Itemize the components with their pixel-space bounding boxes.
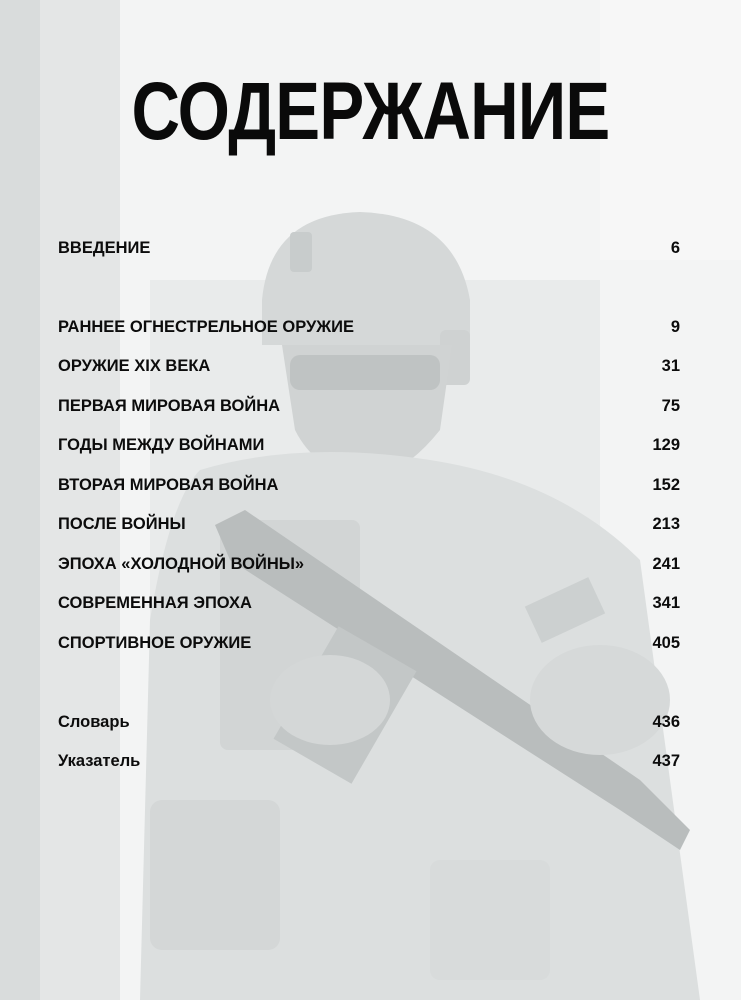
toc-entry[interactable] [58, 632, 680, 654]
toc-entry-page: 437 [652, 751, 680, 770]
toc-entry[interactable] [58, 553, 680, 575]
toc-entry-page: 405 [652, 633, 680, 652]
toc-entry-page: 213 [652, 514, 680, 533]
toc-entry[interactable] [58, 316, 680, 338]
toc-entry[interactable] [58, 592, 680, 614]
toc-entry-label: Указатель [58, 751, 141, 770]
toc-entry-page: 75 [661, 396, 680, 415]
toc-entry-label: ПОСЛЕ ВОЙНЫ [58, 514, 186, 533]
toc-entry-page: 6 [670, 238, 680, 257]
toc-entry[interactable] [58, 434, 680, 456]
toc-entry-label: РАННЕЕ ОГНЕСТРЕЛЬНОЕ ОРУЖИЕ [58, 317, 355, 336]
toc-entry[interactable] [58, 237, 680, 259]
toc-entry-page: 241 [652, 554, 680, 573]
toc-entry[interactable] [58, 474, 680, 496]
toc-entry[interactable] [58, 395, 680, 417]
toc-entry-label: Словарь [58, 712, 130, 731]
toc-entry-label: СОВРЕМЕННАЯ ЭПОХА [58, 593, 252, 612]
toc-entry[interactable] [58, 513, 680, 535]
toc-entry-label: ПЕРВАЯ МИРОВАЯ ВОЙНА [58, 396, 281, 415]
toc-entry-label: СПОРТИВНОЕ ОРУЖИЕ [58, 633, 252, 652]
toc-entry-page: 31 [661, 356, 680, 375]
toc-entry-label: ГОДЫ МЕЖДУ ВОЙНАМИ [58, 435, 265, 454]
toc-entry[interactable] [58, 711, 680, 733]
toc-entry-label: ЭПОХА «ХОЛОДНОЙ ВОЙНЫ» [58, 554, 305, 573]
page-title: СОДЕРЖАНИЕ [131, 66, 610, 157]
toc-entry-page: 436 [652, 712, 680, 731]
toc-entry-page: 129 [652, 435, 680, 454]
toc-entry[interactable] [58, 750, 680, 772]
toc-entry[interactable] [58, 355, 680, 377]
toc-entry-label: ВВЕДЕНИЕ [58, 238, 151, 257]
toc-entry-page: 9 [670, 317, 680, 336]
toc-entry-page: 152 [652, 475, 680, 494]
toc-entry-label: ВТОРАЯ МИРОВАЯ ВОЙНА [58, 475, 279, 494]
toc-entry-page: 341 [652, 593, 680, 612]
toc-entry-label: ОРУЖИЕ XIX ВЕКА [58, 356, 211, 375]
